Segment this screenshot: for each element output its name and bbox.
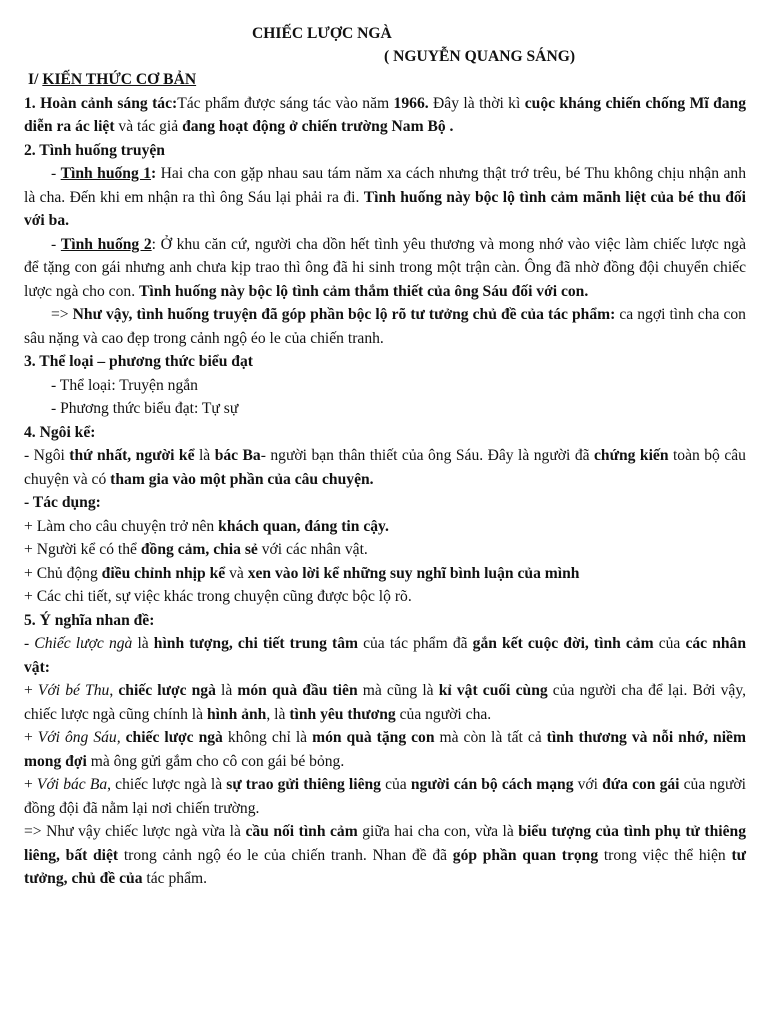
text-run: + Chủ động <box>24 564 102 582</box>
genre-line: - Thể loại: Truyện ngắn <box>51 376 198 394</box>
emphasis: thứ nhất, người kể <box>69 447 195 464</box>
paragraph-situation-1 <box>24 162 746 233</box>
text-run: là <box>132 635 154 652</box>
document-author: ( NGUYỄN QUANG SÁNG) <box>384 48 576 65</box>
paragraph-final-conclusion <box>24 820 746 891</box>
emphasis: điều chỉnh nhịp kể <box>101 564 226 582</box>
emphasis: đồng cảm, chia sẻ <box>140 541 258 558</box>
text-run: mà ông gửi gắm cho cô con gái bé bỏng. <box>86 752 345 770</box>
emphasis: tư tưởng, chủ đề của <box>24 846 746 887</box>
heading-context: 1. Hoàn cảnh sáng tác: <box>24 94 178 112</box>
heading-text: 2. Tình huống truyện <box>24 141 165 159</box>
text-run: - Ngôi <box>24 447 70 464</box>
text-run: , là <box>266 705 290 723</box>
text-run: của tác phẩm đã <box>357 635 473 652</box>
emphasis: chiếc lược ngà <box>118 682 216 699</box>
emphasis: hình ảnh <box>206 705 267 723</box>
italic-title: Chiếc lược ngà <box>34 635 133 652</box>
text-run: - <box>51 165 61 182</box>
section-title: KIẾN THỨC CƠ BẢN <box>42 71 197 88</box>
effect-item-2 <box>24 538 746 562</box>
emphasis: chứng kiến <box>594 447 669 464</box>
text-run: của người cha để lại. Bởi vậy, chiếc lược ngà cũng chính là <box>24 682 747 723</box>
heading-text: 5. Ý nghĩa nhan đề: <box>24 611 155 629</box>
section-heading-1 <box>28 68 746 92</box>
text-run: : <box>151 165 157 182</box>
italic-label: Với ông Sáu, <box>37 729 121 746</box>
text-run: với <box>573 776 603 793</box>
effect-item-3 <box>24 562 746 586</box>
emphasis: Như vậy, tình huống truyện đã góp phần bộc lộ rõ tư tưởng chủ đề của tác phẩm: <box>72 306 616 323</box>
paragraph-situation-2 <box>24 233 746 304</box>
emphasis: người cán bộ cách mạng <box>410 776 574 793</box>
text-run: với các nhân vật. <box>257 541 368 558</box>
heading-situation <box>24 139 746 163</box>
emphasis: đang hoạt động ở chiến trường Nam Bộ . <box>182 118 454 135</box>
text-run: và tác giả <box>114 118 183 135</box>
text-run: , <box>109 682 119 699</box>
heading-title-meaning <box>24 609 746 633</box>
text-run: Hai cha con gặp nhau sau tám năm xa cách nhưng thật trớ trêu, bé Thu không chịu nhận anh là cha. Đến khi em nhận ra thì ông Sáu lại phải ra đi. <box>24 165 746 206</box>
expression-mode-line: - Phương thức biểu đạt: Tự sự <box>51 400 239 417</box>
text-run: trong cảnh ngộ éo le của chiến tranh. Nhan đề đã <box>118 846 453 864</box>
emphasis: hình tượng, chi tiết trung tâm <box>153 635 358 652</box>
emphasis: gắn kết cuộc đời, tình cảm <box>472 635 654 652</box>
text-run: là <box>194 447 215 464</box>
emphasis: món quà đầu tiên <box>237 682 358 699</box>
section-prefix: I/ <box>28 71 43 88</box>
text-run: là <box>215 682 238 699</box>
paragraph-be-thu <box>24 679 746 726</box>
text-run: của người cha. <box>395 705 492 723</box>
text-run: + <box>24 776 37 793</box>
emphasis: biểu tượng của tình phụ tử thiêng liêng, bất diệt <box>24 823 746 864</box>
text-run: + Làm cho câu chuyện trở nên <box>24 517 219 535</box>
emphasis: bác Ba <box>214 447 261 464</box>
heading-narrator <box>24 421 746 445</box>
situation-label: Tình huống 2 <box>60 235 152 253</box>
heading-genre <box>24 350 746 374</box>
text-run: + Người kể có thể <box>24 541 141 558</box>
emphasis: tình thương và nỗi nhớ, niềm mong đợi <box>24 729 746 770</box>
emphasis: Tình huống này bộc lộ tình cảm mãnh liệt của bé thu đối với ba. <box>24 188 746 229</box>
situation-label: Tình huống 1 <box>60 165 152 182</box>
emphasis: tình yêu thương <box>289 705 396 723</box>
text-run: của <box>653 635 686 652</box>
text-run: ca ngợi tình cha con sâu nặng và cao đẹp trong cảnh ngộ éo le của chiến tranh. <box>24 306 746 347</box>
effect-item-4: + Các chi tiết, sự việc khác trong chuyện cũng được bộc lộ rõ. <box>24 588 412 605</box>
emphasis: các nhân vật: <box>24 635 747 676</box>
emphasis: đứa con gái <box>602 776 680 793</box>
text-run: + <box>24 729 38 746</box>
text-run: của <box>380 776 411 793</box>
text-run: => <box>51 306 73 323</box>
text-run: Đây là thời kì <box>428 94 525 112</box>
document-title: CHIẾC LƯỢC NGÀ <box>252 25 392 42</box>
emphasis: xen vào lời kể những suy nghĩ bình luận của mình <box>247 564 580 582</box>
emphasis: tham gia vào một phần của câu chuyện. <box>110 470 374 488</box>
text-run: - <box>51 235 61 253</box>
paragraph-conclusion-situation <box>24 303 746 350</box>
paragraph-context <box>24 92 746 139</box>
emphasis: góp phần quan trọng <box>452 846 599 864</box>
text-run: => Như vậy chiếc lược ngà vừa là <box>24 823 246 840</box>
text-run: của người đồng đội đã nằm lại nơi chiến trường. <box>24 776 746 817</box>
text-run: : Ở khu căn cứ, người cha dồn hết tình yêu thương và mong nhớ vào việc làm chiếc lược ngà để tặng con gái nhưng anh chưa kịp trao thì ông đã hi sinh trong một trận càn. Ông đã nhờ đồng đội chuyển chiếc lược ngà cho con. <box>24 235 746 300</box>
heading-text: 4. Ngôi kể: <box>24 423 96 441</box>
paragraph-title-meaning <box>24 632 746 679</box>
text-run: + <box>24 682 38 699</box>
effect-item-1 <box>24 515 746 539</box>
emphasis: cuộc kháng chiến chống Mĩ đang diễn ra ác liệt <box>24 94 747 135</box>
text-run: mà còn là tất cả <box>434 729 547 746</box>
emphasis: món quà tặng con <box>312 729 435 746</box>
emphasis: chiếc lược ngà <box>125 729 223 746</box>
emphasis: cầu nối tình cảm <box>245 823 358 840</box>
paragraph-bac-ba <box>24 773 746 820</box>
heading-text: - Tác dụng: <box>24 494 101 511</box>
year: 1966. <box>393 94 429 112</box>
text-run: và <box>225 564 248 582</box>
emphasis: khách quan, đáng tin cậy. <box>218 517 389 535</box>
italic-label: Với bé Thu <box>37 682 110 699</box>
text-run: Tác phẩm được sáng tác vào năm <box>177 94 394 112</box>
heading-effect <box>24 491 746 515</box>
paragraph-ong-sau <box>24 726 746 773</box>
text-run: giữa hai cha con, vừa là <box>357 823 519 840</box>
emphasis: kỉ vật cuối cùng <box>438 682 548 699</box>
italic-label: Với bác Ba <box>36 776 108 793</box>
text-run: mà cũng là <box>357 682 439 699</box>
text-run: không chỉ là <box>222 729 313 746</box>
text-run: trong việc thể hiện <box>598 846 732 864</box>
text-run: - <box>24 635 35 652</box>
paragraph-narrator <box>24 444 746 491</box>
text-run: toàn bộ câu chuyện và có <box>24 447 746 488</box>
text-run: tác phẩm. <box>142 870 208 887</box>
text-run: - người bạn thân thiết của ông Sáu. Đây là người đã <box>260 447 595 464</box>
emphasis: Tình huống này bộc lộ tình cảm thắm thiết của ông Sáu đối với con. <box>139 282 589 300</box>
text-run: , chiếc lược ngà là <box>107 776 227 793</box>
heading-text: 3. Thể loại – phương thức biểu đạt <box>24 353 253 370</box>
emphasis: sự trao gửi thiêng liêng <box>226 776 381 793</box>
